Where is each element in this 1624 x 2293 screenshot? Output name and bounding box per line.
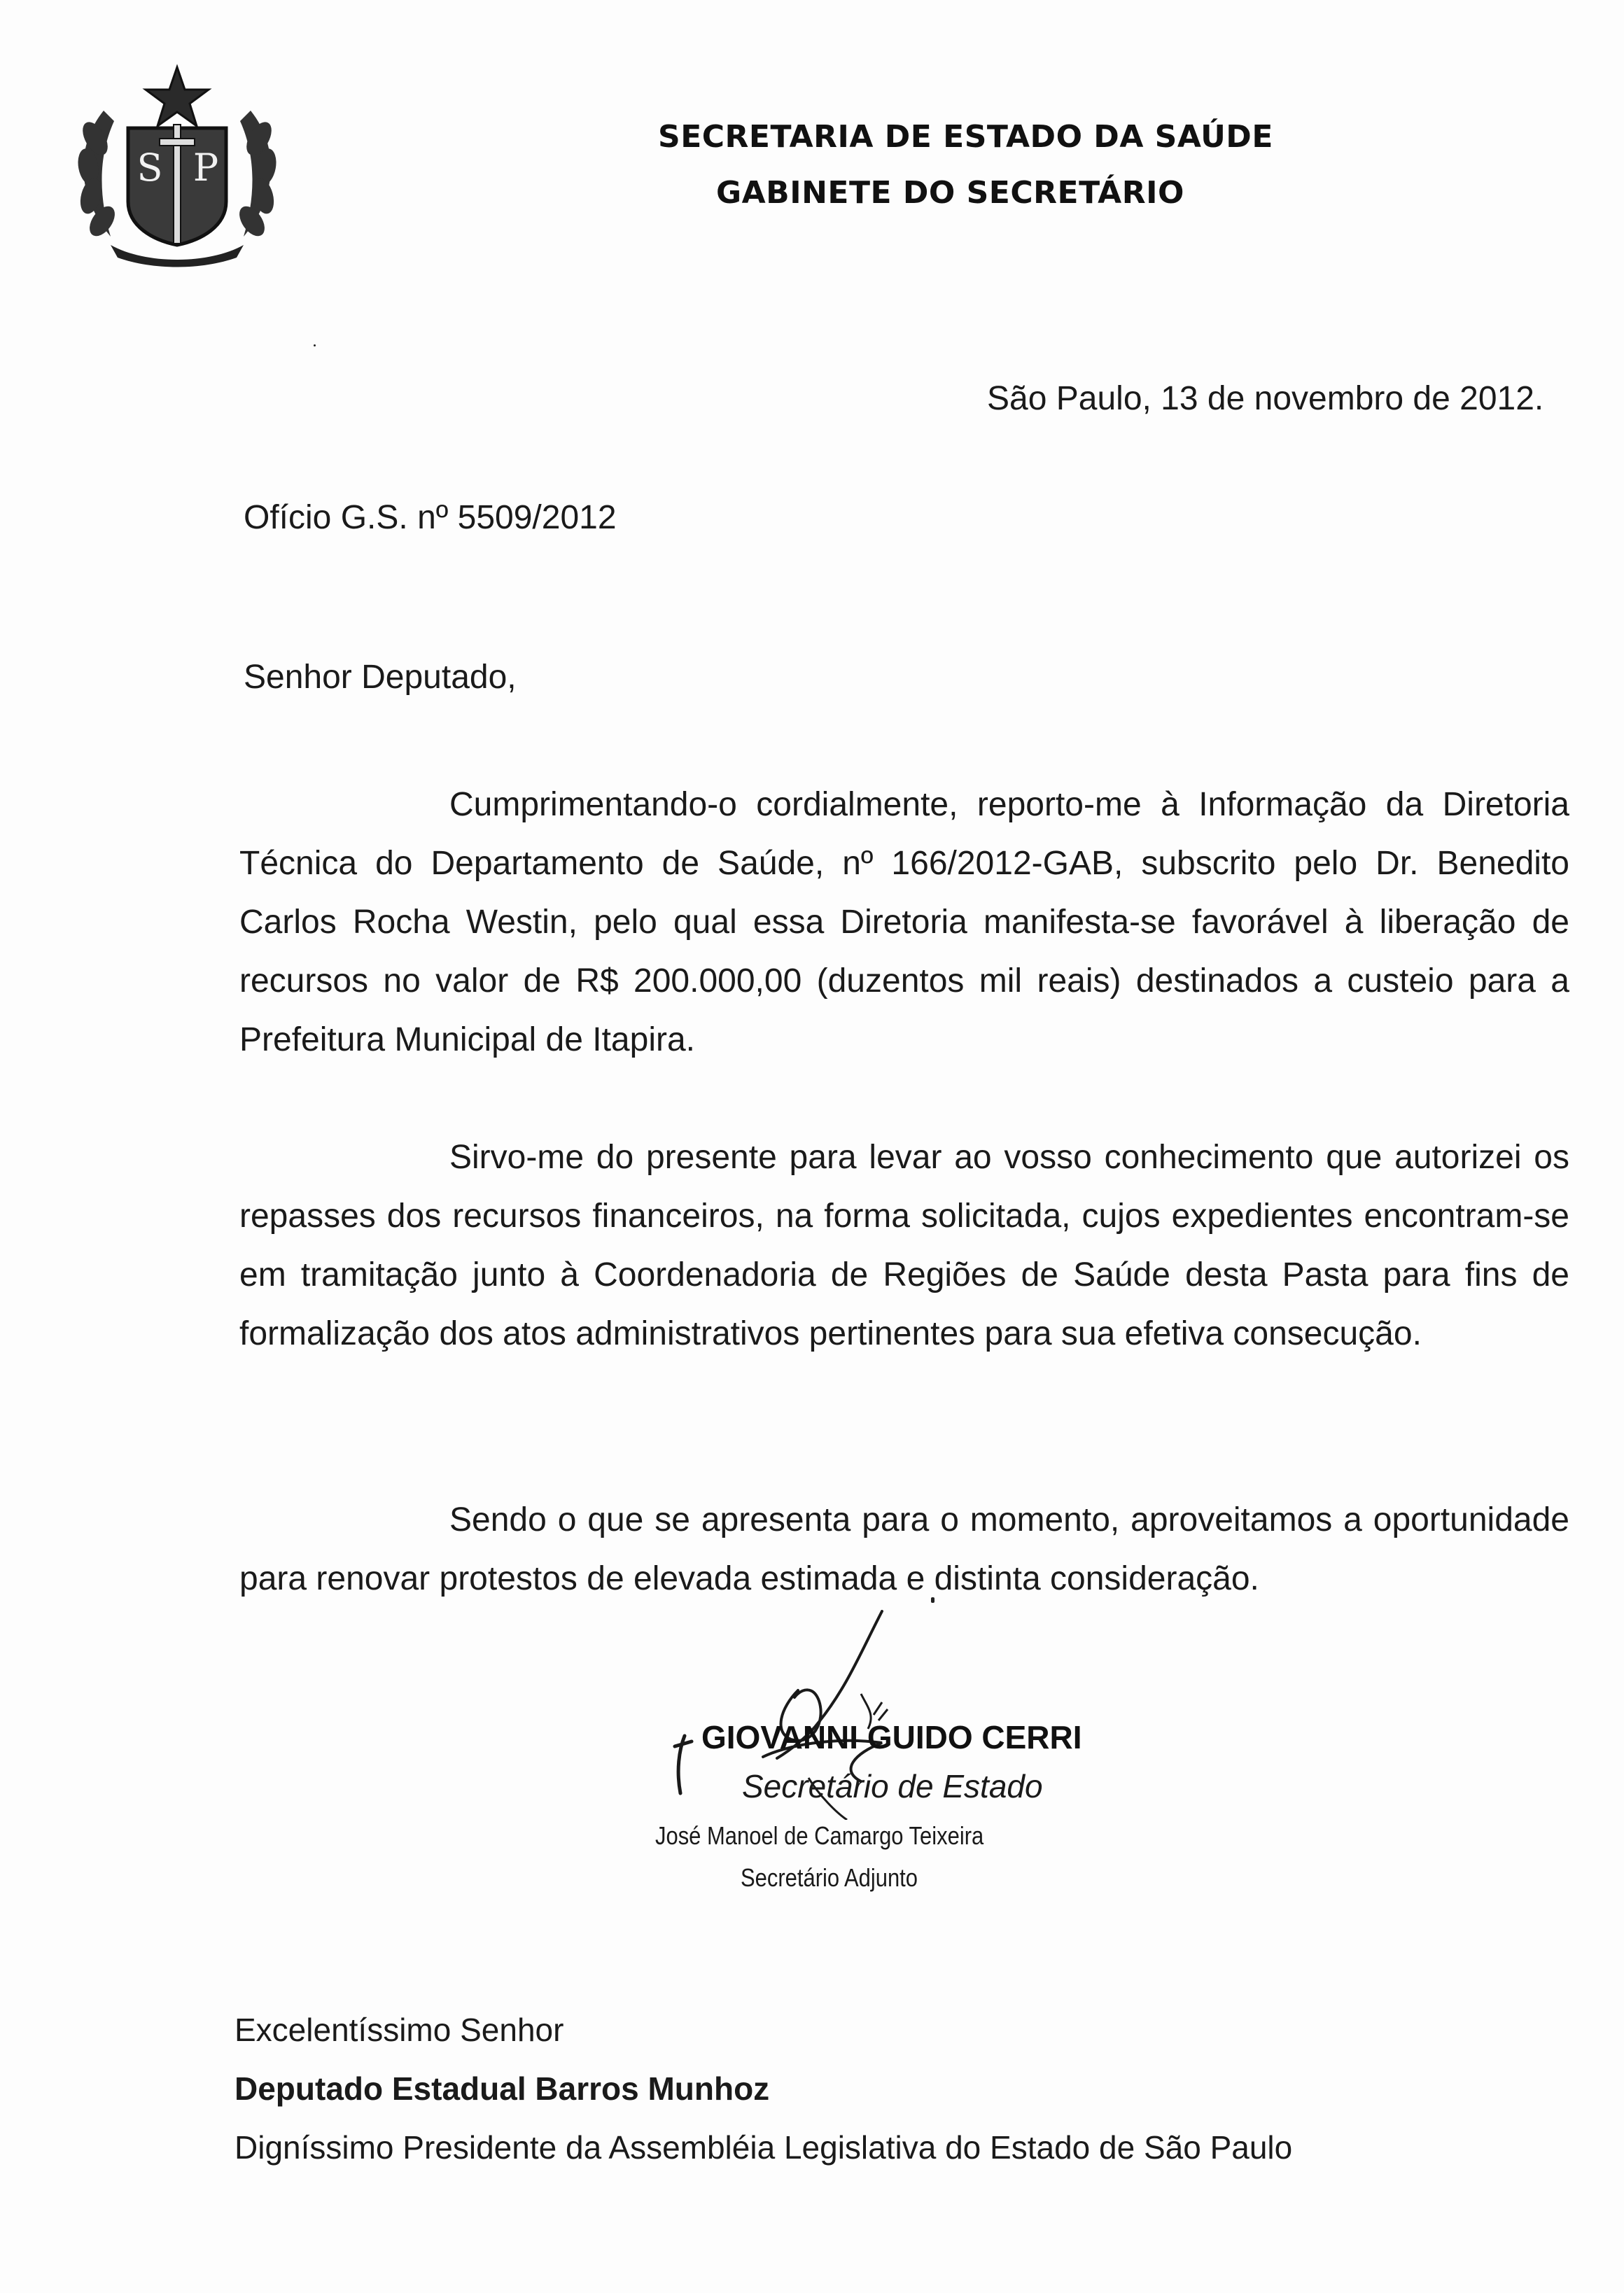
stamp-title: Secretário Adjunto bbox=[741, 1863, 918, 1892]
signatory-title: Secretário de Estado bbox=[742, 1768, 1043, 1804]
recipient-honorific: Excelentíssimo Senhor bbox=[234, 2012, 564, 2048]
body-paragraph-2: Sirvo-me do presente para levar ao vosso conhecimento que autorizei os repasses dos recursos financeiros, na forma solicitada, cujos expedientes encontram-se em tramitação junto à Coordenadoria de Regiões de Saúde desta Pasta para fins de formalização dos atos administrativos pertinentes para sua efetiva consecução. bbox=[239, 1139, 1569, 1352]
recipient-block bbox=[234, 2000, 1494, 2177]
department-name: SECRETARIA DE ESTADO DA SAÚDE bbox=[658, 119, 1273, 155]
sao-paulo-coat-of-arms-icon bbox=[62, 62, 293, 272]
letter-date: São Paulo, 13 de novembro de 2012. bbox=[987, 380, 1544, 417]
letter-reference: Ofício G.S. nº 5509/2012 bbox=[244, 499, 617, 536]
body-paragraph-3: Sendo o que se apresenta para o momento, aproveitamos a oportunidade para renovar protestos de elevada estimada e distinta consideração. bbox=[239, 1501, 1569, 1597]
office-name: GABINETE DO SECRETÁRIO bbox=[716, 175, 1184, 211]
recipient-name: Deputado Estadual Barros Munhoz bbox=[234, 2070, 770, 2107]
salutation: Senhor Deputado, bbox=[244, 659, 517, 696]
signatory-name: GIOVANNI GUIDO CERRI bbox=[701, 1719, 1082, 1755]
scan-speck bbox=[314, 344, 316, 346]
recipient-position: Digníssimo Presidente da Assembléia Legislativa do Estado de São Paulo bbox=[234, 2129, 1293, 2166]
stamp-name: José Manoel de Camargo Teixeira bbox=[655, 1821, 984, 1850]
crest-letter-p: P bbox=[192, 146, 219, 190]
scan-speck bbox=[931, 1597, 934, 1603]
signature-block bbox=[651, 1610, 1141, 1904]
crest-letter-s: S bbox=[136, 146, 163, 190]
body-paragraph-1: Cumprimentando-o cordialmente, reporto-me à Informação da Diretoria Técnica do Departamento de Saúde, nº 166/2012-GAB, subscrito pelo Dr. Benedito Carlos Rocha Westin, pelo qual essa Diretoria manifesta-se favorável à liberação de recursos no valor de R$ 200.000,00 (duzentos mil reais) destinados a custeio para a Prefeitura Municipal de Itapira. bbox=[239, 786, 1569, 1058]
